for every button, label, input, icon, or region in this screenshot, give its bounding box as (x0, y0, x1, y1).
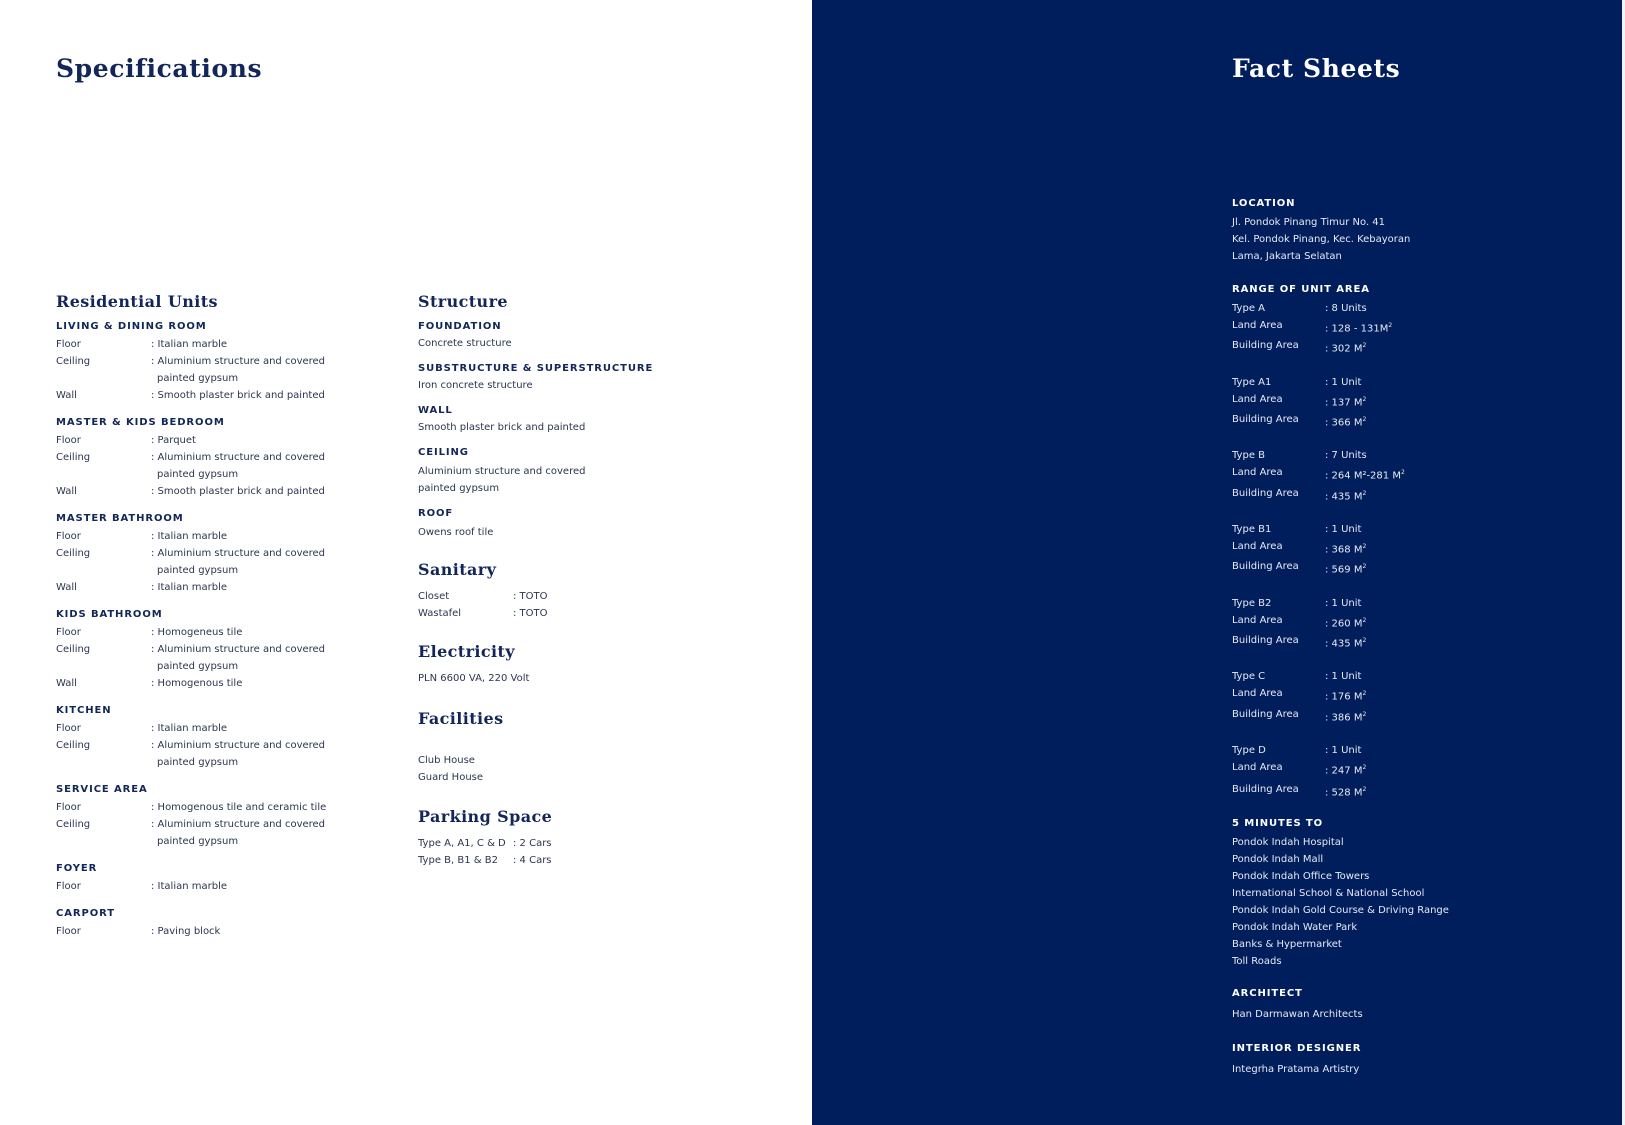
building-area-label: Building Area (1232, 561, 1299, 573)
parking-heading: Parking Space (418, 807, 553, 826)
building-area-label: Building Area (1232, 708, 1299, 720)
superscript: 2 (1362, 489, 1367, 497)
spec-label: Floor (56, 435, 81, 446)
land-area-row (1232, 538, 1572, 558)
sanitary-list (418, 588, 678, 622)
spec-value: : Aluminium structure and covered painted gypsum (151, 740, 326, 768)
nearby-item: Pondok Indah Hospital (1232, 836, 1344, 848)
unit-count: : 1 Unit (1325, 671, 1362, 683)
spec-row (56, 336, 356, 353)
building-area-row (1232, 485, 1572, 505)
spec-group (56, 321, 356, 404)
structure-column (418, 292, 678, 869)
spec-row (56, 449, 356, 483)
land-area-value: : 368 M (1325, 544, 1363, 556)
unit-block (1232, 742, 1572, 802)
building-area-label: Building Area (1232, 784, 1299, 796)
unit-block (1232, 300, 1572, 358)
spec-group (56, 784, 356, 850)
structure-text: Concrete structure (418, 338, 512, 349)
spec-group (56, 417, 356, 500)
building-area-row (1232, 706, 1572, 726)
nearby-item: International School & National School (1232, 887, 1425, 899)
spec-row (56, 799, 356, 816)
sanitary-heading: Sanitary (418, 560, 497, 579)
unit-type-row (1232, 447, 1572, 464)
spec-group (56, 863, 356, 895)
land-area-row (1232, 759, 1572, 779)
residential-units-section (56, 292, 356, 953)
sanitary-row (418, 588, 678, 605)
structure-item (418, 405, 678, 436)
spec-value: : Italian marble (151, 339, 228, 350)
sanitary-row (418, 605, 678, 622)
unit-type: Type C (1232, 671, 1266, 683)
superscript: 2 (1362, 395, 1367, 403)
spec-label: Wall (56, 678, 77, 689)
nearby-item: Pondok Indah Gold Course & Driving Range (1232, 904, 1449, 916)
spec-row (56, 353, 356, 387)
spec-group (56, 908, 356, 940)
unit-area-section (1232, 284, 1572, 802)
fact-sheet-column (1232, 198, 1572, 1078)
structure-item (418, 447, 678, 497)
building-area-row (1232, 632, 1572, 652)
structure-item (418, 508, 678, 541)
residential-units-heading: Residential Units (56, 292, 218, 311)
spec-label: Wall (56, 390, 77, 401)
group-caption: KIDS BATHROOM (56, 609, 163, 620)
unit-count: : 1 Unit (1325, 376, 1362, 388)
structure-caption: ROOF (418, 508, 454, 519)
structure-heading: Structure (418, 292, 508, 311)
land-area-label: Land Area (1232, 614, 1283, 626)
structure-item (418, 363, 678, 394)
spec-row (56, 387, 356, 404)
spec-value: : Homogeneus tile (151, 627, 243, 638)
unit-count: : 7 Units (1325, 450, 1367, 462)
land-area-value: : 264 M²-281 M (1325, 470, 1401, 482)
nearby-caption: 5 MINUTES TO (1232, 817, 1324, 829)
spec-label: Ceiling (56, 644, 91, 655)
parking-row (418, 852, 678, 869)
spec-label: Floor (56, 802, 81, 813)
building-area-label: Building Area (1232, 634, 1299, 646)
spec-row (56, 923, 356, 940)
land-area-value: : 176 M (1325, 691, 1363, 703)
unit-block (1232, 447, 1572, 505)
unit-type-row (1232, 521, 1572, 538)
right-page (812, 0, 1625, 1125)
nearby-item: Pondok Indah Office Towers (1232, 870, 1370, 882)
nearby-item: Pondok Indah Water Park (1232, 921, 1358, 933)
superscript: 2 (1362, 342, 1367, 350)
spec-value: : Aluminium structure and covered painted gypsum (151, 819, 326, 847)
page-title: Fact Sheets (1232, 54, 1401, 83)
parking-label: Type B, B1 & B2 (418, 855, 498, 866)
spec-row (56, 624, 356, 641)
interior-designer-section (1232, 1043, 1572, 1078)
building-area-value: : 366 M (1325, 417, 1363, 429)
building-area-label: Building Area (1232, 340, 1299, 352)
superscript: 2 (1362, 415, 1367, 423)
parking-label: Type A, A1, C & D (418, 838, 506, 849)
location-line: Lama, Jakarta Selatan (1232, 251, 1342, 262)
spec-label: Ceiling (56, 819, 91, 830)
unit-count: : 8 Units (1325, 303, 1367, 314)
structure-item (418, 321, 678, 352)
unit-block (1232, 668, 1572, 726)
unit-block (1232, 374, 1572, 432)
spec-label: Wall (56, 582, 77, 593)
unit-block (1232, 521, 1572, 579)
page-title: Specifications (56, 54, 263, 83)
sanitary-label: Wastafel (418, 608, 462, 619)
spec-group (56, 513, 356, 596)
spec-row (56, 528, 356, 545)
spec-row (56, 675, 356, 692)
land-area-value: : 260 M (1325, 617, 1363, 629)
land-area-label: Land Area (1232, 393, 1283, 405)
building-area-label: Building Area (1232, 413, 1299, 425)
facilities-list (418, 752, 678, 786)
spec-row (56, 432, 356, 449)
superscript: 2 (1362, 786, 1367, 794)
spec-label: Floor (56, 339, 81, 350)
land-area-value: : 128 - 131M (1325, 323, 1389, 335)
spec-row (56, 720, 356, 737)
structure-caption: SUBSTRUCTURE & SUPERSTRUCTURE (418, 363, 654, 374)
superscript: 2 (1362, 636, 1367, 644)
land-area-row (1232, 391, 1572, 411)
spec-value: : Paving block (151, 926, 221, 937)
superscript: 2 (1362, 542, 1367, 550)
spec-value: : Italian marble (151, 582, 228, 593)
group-caption: MASTER BATHROOM (56, 513, 184, 524)
group-caption: CARPORT (56, 908, 115, 919)
spec-label: Floor (56, 881, 81, 892)
superscript: 2 (1362, 690, 1367, 698)
spec-value: : Italian marble (151, 531, 228, 542)
structure-caption: FOUNDATION (418, 321, 502, 332)
unit-type-row (1232, 300, 1572, 317)
land-area-label: Land Area (1232, 467, 1283, 479)
parking-list (418, 835, 678, 869)
spec-group (56, 609, 356, 692)
spec-row (56, 737, 356, 771)
unit-type: Type A (1232, 303, 1265, 314)
spec-row (56, 878, 356, 895)
spec-row (56, 641, 356, 675)
spec-value: : Italian marble (151, 881, 228, 892)
building-area-row (1232, 337, 1572, 357)
nearby-item: Pondok Indah Mall (1232, 853, 1324, 865)
group-caption: KITCHEN (56, 705, 112, 716)
land-area-row (1232, 685, 1572, 705)
group-caption: SERVICE AREA (56, 784, 148, 795)
land-area-label: Land Area (1232, 540, 1283, 552)
spec-label: Wall (56, 486, 77, 497)
land-area-value: : 247 M (1325, 765, 1363, 777)
superscript: 2 (1400, 469, 1405, 477)
unit-count: : 1 Unit (1325, 744, 1362, 756)
land-area-row (1232, 464, 1572, 484)
nearby-section (1232, 818, 1572, 970)
nearby-item: Banks & Hypermarket (1232, 938, 1342, 950)
parking-row (418, 835, 678, 852)
unit-area-caption: RANGE OF UNIT AREA (1232, 284, 1370, 295)
spec-label: Floor (56, 926, 81, 937)
spec-label: Floor (56, 531, 81, 542)
spec-value: : Aluminium structure and covered painted gypsum (151, 644, 326, 672)
spec-label: Ceiling (56, 740, 91, 751)
superscript: 2 (1362, 763, 1367, 771)
location-section (1232, 198, 1572, 265)
group-caption: FOYER (56, 863, 98, 874)
facility-item: Club House (418, 755, 475, 766)
building-area-row (1232, 411, 1572, 431)
facilities-heading: Facilities (418, 709, 504, 728)
spec-value: : Aluminium structure and covered painted gypsum (151, 548, 326, 576)
building-area-value: : 435 M (1325, 490, 1363, 502)
architect-name: Han Darmawan Architects (1232, 1008, 1363, 1020)
spec-row (56, 816, 356, 850)
superscript: 2 (1362, 616, 1367, 624)
land-area-label: Land Area (1232, 320, 1283, 331)
spec-row (56, 545, 356, 579)
interior-designer-name: Integrha Pratama Artistry (1232, 1063, 1360, 1075)
building-area-row (1232, 781, 1572, 801)
unit-type: Type A1 (1232, 376, 1272, 388)
architect-caption: ARCHITECT (1232, 987, 1303, 999)
spec-value: : Aluminium structure and covered painted gypsum (151, 356, 326, 384)
unit-type-row (1232, 374, 1572, 391)
superscript: 2 (1388, 322, 1393, 329)
spec-value: : Homogenous tile (151, 678, 243, 689)
location-line: Jl. Pondok Pinang Timur No. 41 (1232, 217, 1386, 228)
spec-value: : Homogenous tile and ceramic tile (151, 802, 327, 813)
nearby-item: Toll Roads (1232, 955, 1282, 967)
electricity-heading: Electricity (418, 642, 516, 661)
building-area-value: : 569 M (1325, 564, 1363, 576)
land-area-value: : 137 M (1325, 396, 1363, 408)
spec-label: Floor (56, 723, 81, 734)
spec-value: : Italian marble (151, 723, 228, 734)
spec-value: : Parquet (151, 435, 196, 446)
unit-count: : 1 Unit (1325, 523, 1362, 535)
sanitary-value: : TOTO (513, 591, 548, 602)
location-caption: LOCATION (1232, 198, 1296, 209)
unit-count: : 1 Unit (1325, 597, 1362, 609)
spec-label: Ceiling (56, 356, 91, 367)
land-area-row (1232, 612, 1572, 632)
land-area-row (1232, 317, 1572, 337)
unit-block (1232, 595, 1572, 653)
unit-type-row (1232, 595, 1572, 612)
structure-text: Aluminium structure and covered painted gypsum (418, 466, 586, 494)
spec-value: : Aluminium structure and covered painted gypsum (151, 452, 326, 480)
spec-label: Ceiling (56, 548, 91, 559)
unit-type: Type D (1232, 744, 1266, 756)
location-line: Kel. Pondok Pinang, Kec. Kebayoran (1232, 234, 1411, 245)
building-area-value: : 528 M (1325, 787, 1363, 799)
structure-text: Iron concrete structure (418, 380, 533, 391)
land-area-label: Land Area (1232, 688, 1283, 700)
parking-value: : 4 Cars (513, 855, 552, 866)
structure-text: Owens roof tile (418, 527, 494, 538)
unit-type: Type B2 (1232, 597, 1272, 609)
structure-caption: CEILING (418, 447, 469, 458)
spec-value: : Smooth plaster brick and painted (151, 390, 325, 401)
spec-label: Ceiling (56, 452, 91, 463)
spec-row (56, 579, 356, 596)
facility-item: Guard House (418, 772, 484, 783)
architect-section (1232, 988, 1572, 1023)
superscript: 2 (1362, 563, 1367, 571)
group-caption: MASTER & KIDS BEDROOM (56, 417, 225, 428)
superscript: 2 (1362, 710, 1367, 718)
unit-type-row (1232, 742, 1572, 759)
building-area-value: : 435 M (1325, 638, 1363, 650)
group-caption: LIVING & DINING ROOM (56, 321, 207, 332)
spec-label: Floor (56, 627, 81, 638)
spec-value: : Smooth plaster brick and painted (151, 486, 325, 497)
building-area-row (1232, 558, 1572, 578)
unit-type-row (1232, 668, 1572, 685)
structure-text: Smooth plaster brick and painted (418, 422, 586, 433)
building-area-value: : 386 M (1325, 711, 1363, 723)
building-area-value: : 302 M (1325, 343, 1363, 355)
building-area-label: Building Area (1232, 487, 1299, 499)
spec-group (56, 705, 356, 771)
electricity-text: PLN 6600 VA, 220 Volt (418, 673, 530, 684)
left-page (0, 0, 812, 1125)
interior-designer-caption: INTERIOR DESIGNER (1232, 1042, 1362, 1054)
unit-type: Type B (1232, 450, 1266, 462)
structure-caption: WALL (418, 405, 453, 416)
sanitary-label: Closet (418, 591, 450, 602)
spec-row (56, 483, 356, 500)
land-area-label: Land Area (1232, 761, 1283, 773)
parking-value: : 2 Cars (513, 838, 552, 849)
unit-type: Type B1 (1232, 523, 1272, 535)
sanitary-value: : TOTO (513, 608, 548, 619)
